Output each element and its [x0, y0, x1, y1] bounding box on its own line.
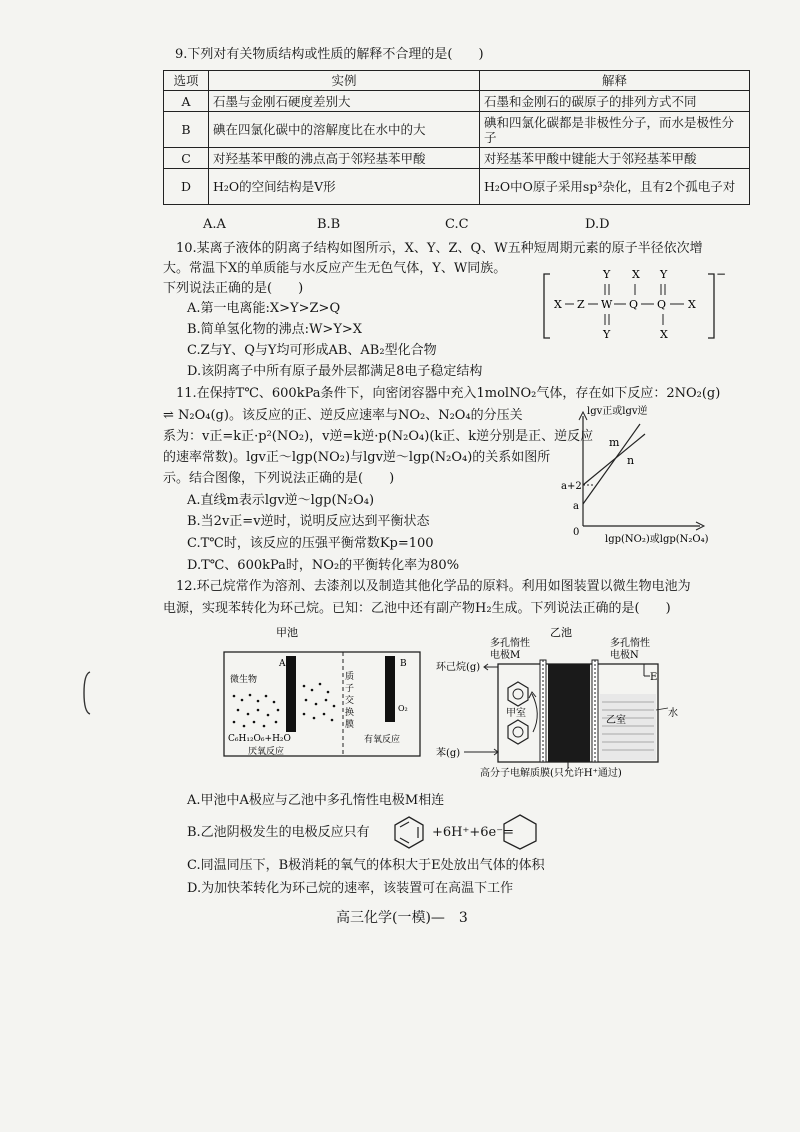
svg-text:多孔惰性: 多孔惰性 — [490, 638, 530, 649]
charge-label: − — [716, 267, 727, 281]
q11-stem-1: 11.在保持T℃、600kPa条件下，向密闭容器中充入1molNO₂气体，存在如下反应：2NO₂(g) — [176, 386, 721, 401]
svg-text:A: A — [279, 659, 286, 669]
q10-option-d: D.该阴离子中所有原子最外层都满足8电子稳定结构 — [187, 364, 483, 379]
svg-text:Z: Z — [577, 298, 585, 311]
page-footer: 高三化学(一模)— 3 — [336, 910, 468, 926]
q10-option-a: A.第一电离能:X>Y>Z>Q — [187, 301, 341, 316]
svg-text:Y: Y — [603, 328, 611, 341]
q12-option-d: D.为加快苯转化为环己烷的速率，该装置可在高温下工作 — [187, 881, 514, 896]
svg-text:质子交换膜: 质子交换膜 — [520, 624, 525, 625]
svg-text:电极M: 电极M — [490, 650, 521, 661]
svg-text:Q: Q — [629, 298, 639, 311]
svg-text:厌氧反应: 厌氧反应 — [248, 747, 285, 757]
svg-text:换: 换 — [345, 708, 355, 718]
svg-text:Y: Y — [603, 268, 611, 281]
svg-text:E: E — [650, 672, 658, 683]
svg-text:X: X — [632, 268, 640, 281]
q12-stem-1: 12.环己烷常作为溶剂、去漆剂以及制造其他化学品的原料。利用如图装置以微生物电池为 — [176, 579, 691, 594]
q9-choice-c: C.C — [445, 217, 469, 232]
q10-anion-structure — [540, 264, 725, 348]
svg-text:膜: 膜 — [345, 720, 355, 730]
svg-text:环己烷(g): 环己烷(g) — [436, 662, 481, 673]
table-row: D H₂O的空间结构是V形 H₂O中O原子采用sp³杂化，且有2个孤电子对 — [164, 169, 750, 205]
q10-option-b: B.简单氢化物的沸点:W>Y>X — [187, 322, 363, 337]
svg-text:C₆H₁₂O₆+H₂O: C₆H₁₂O₆+H₂O — [228, 734, 291, 744]
q12-stem-2: 电源，实现苯转化为环己烷。已知：乙池中还有副产物H₂生成。下列说法正确的是( ) — [163, 601, 671, 616]
q11-option-c: C.T℃时，该反应的压强平衡常数Kp=100 — [187, 536, 434, 551]
svg-text:水: 水 — [668, 708, 678, 719]
q12-option-c: C.同温同压下，B极消耗的氧气的体积大于E处放出气体的体积 — [187, 858, 545, 873]
q12-membrane-label — [345, 670, 354, 730]
benzene-ring-icon — [392, 815, 426, 849]
cyclohexane-ring-icon — [500, 813, 540, 851]
table-row: C 对羟基苯甲酸的沸点高于邻羟基苯甲酸 对羟基苯甲酸中键能大于邻羟基苯甲酸 — [164, 148, 750, 169]
svg-text:0: 0 — [573, 527, 580, 538]
q11-xlabel: lgp(NO₂)或lgp(N₂O₄) — [605, 534, 709, 545]
q9-header-example: 实例 — [209, 71, 480, 91]
q11-stem-3: 系为：v正=k正·p²(NO₂)，v逆=k逆·p(N₂O₄)(k正、k逆分别是正、逆反应 — [163, 429, 594, 444]
svg-text:乙池: 乙池 — [550, 626, 572, 639]
svg-text:苯(g): 苯(g) — [436, 748, 461, 759]
svg-text:B: B — [400, 659, 407, 669]
svg-text:X: X — [554, 298, 562, 311]
margin-bracket-mark — [80, 670, 94, 716]
svg-text:X: X — [688, 298, 696, 311]
svg-text:有氧反应: 有氧反应 — [364, 735, 401, 745]
q11-option-b: B.当2v正=v逆时，说明反应达到平衡状态 — [187, 514, 430, 529]
q9-table — [163, 70, 750, 205]
q12-option-b-pre: B.乙池阴极发生的电极反应只有 — [187, 825, 370, 840]
table-row: A 石墨与金刚石硬度差别大 石墨和金刚石的碳原子的排列方式不同 — [164, 91, 750, 112]
svg-text:质: 质 — [345, 672, 355, 682]
q9-choice-b: B.B — [317, 217, 341, 232]
q11-tick-a2: a+2 — [561, 481, 582, 492]
q11-tick-a: a — [573, 501, 579, 512]
q9-choice-d: D.D — [585, 217, 610, 232]
svg-text:交: 交 — [345, 696, 355, 706]
svg-text:Q: Q — [657, 298, 667, 311]
svg-text:电极N: 电极N — [610, 650, 639, 661]
q12-polymer-label: 高分子电解质膜(只允许H⁺通过) — [480, 768, 622, 779]
svg-text:甲室: 甲室 — [506, 708, 526, 719]
q10-stem-1: 10.某离子液体的阴离子结构如图所示，X、Y、Z、Q、W五种短周期元素的原子半径依次增 — [176, 241, 703, 256]
svg-text:多孔惰性: 多孔惰性 — [610, 638, 650, 649]
q10-stem-2: 大。常温下X的单质能与水反应产生无色气体，Y、W同族。 — [163, 261, 507, 276]
svg-text:X: X — [660, 328, 668, 341]
q9-header-option: 选项 — [164, 71, 209, 91]
svg-text:n: n — [627, 454, 635, 467]
svg-text:微生物: 微生物 — [230, 675, 258, 685]
svg-text:O₂: O₂ — [398, 704, 408, 713]
q10-option-c: C.Z与Y、Q与Y均可形成AB、AB₂型化合物 — [187, 343, 437, 358]
q11-graph — [545, 404, 745, 544]
svg-text:m: m — [609, 436, 620, 449]
q10-stem-3: 下列说法正确的是( ) — [163, 281, 304, 296]
q11-option-d: D.T℃、600kPa时，NO₂的平衡转化率为80% — [187, 558, 460, 573]
q11-ylabel: lgv正或lgv逆 — [587, 406, 648, 417]
svg-text:甲池: 甲池 — [276, 626, 298, 639]
svg-text:W: W — [601, 298, 613, 311]
q11-option-a: A.直线m表示lgv逆～lgp(N₂O₄) — [187, 493, 375, 508]
q9-stem: 9.下列对有关物质结构或性质的解释不合理的是( ) — [175, 47, 484, 62]
svg-text:子: 子 — [345, 684, 355, 694]
q9-choice-a: A.A — [203, 217, 226, 232]
q12-option-b-mid: +6H⁺+6e⁻= — [432, 825, 514, 840]
svg-text:乙室: 乙室 — [606, 715, 626, 726]
q9-header-explain: 解释 — [480, 71, 750, 91]
q12-option-a: A.甲池中A极应与乙池中多孔惰性电极M相连 — [187, 793, 445, 808]
q11-stem-4: 的速率常数)。lgv正～lgp(NO₂)与lgv逆～lgp(N₂O₄)的关系如图所 — [163, 450, 551, 465]
svg-text:Y: Y — [660, 268, 668, 281]
q11-stem-5: 示。结合图像，下列说法正确的是( ) — [163, 471, 395, 486]
q11-stem-2: ⇌ N₂O₄(g)。该反应的正、逆反应速率与NO₂、N₂O₄的分压关 — [163, 408, 523, 423]
q12-yi-cell — [438, 624, 698, 784]
table-row: B 碘在四氯化碳中的溶解度比在水中的大 碘和四氯化碳都是非极性分子，而水是极性分子 — [164, 112, 750, 148]
